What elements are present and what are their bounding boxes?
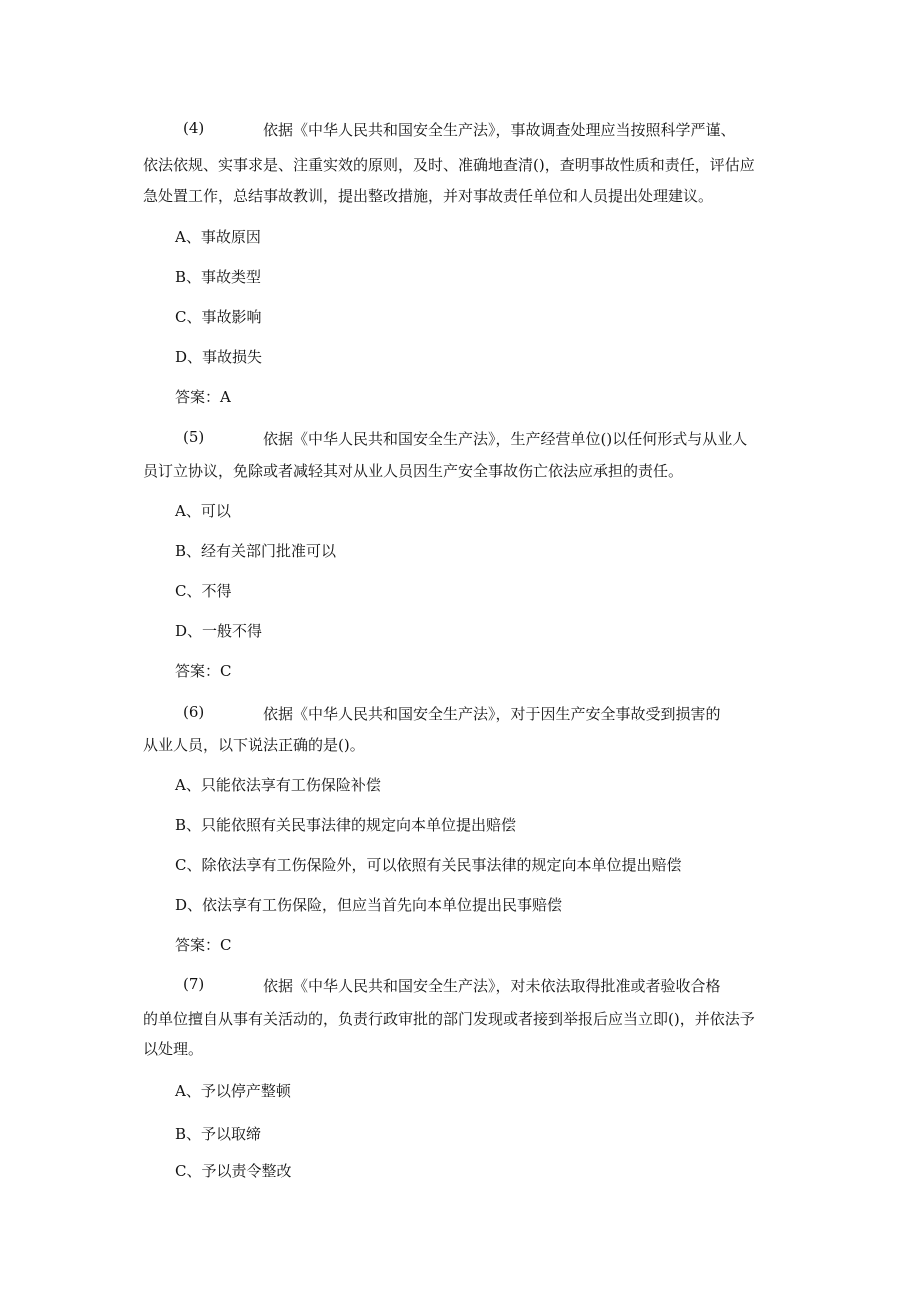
option-d: D、一般不得 (175, 622, 263, 640)
question-text-line: 员订立协议，免除或者减轻其对从业人员因生产安全事故伤亡依法应承担的责任。 (143, 462, 684, 480)
question-text: 依据《中华人民共和国安全生产法》，对于因生产安全事故受到损害的 (263, 705, 721, 723)
option-b: B、经有关部门批准可以 (175, 542, 337, 560)
option-c: C、事故影响 (175, 308, 262, 326)
question-text-line: 从业人员，以下说法正确的是()。 (143, 736, 365, 754)
option-c: C、予以责令整改 (175, 1162, 292, 1180)
question-text-line: 的单位擅自从事有关活动的，负责行政审批的部门发现或者接到举报后应当立即()，并依法予 (143, 1010, 755, 1028)
option-a: A、只能依法享有工伤保险补偿 (175, 776, 381, 794)
option-d: D、依法享有工伤保险，但应当首先向本单位提出民事赔偿 (175, 896, 563, 914)
answer: 答案：C (175, 936, 232, 954)
question-text-line: 急处置工作，总结事故教训，提出整改措施，并对事故责任单位和人员提出处理建议。 (143, 187, 714, 205)
option-d: D、事故损失 (175, 348, 263, 366)
option-b: B、事故类型 (175, 268, 262, 286)
option-c: C、除依法享有工伤保险外，可以依照有关民事法律的规定向本单位提出赔偿 (175, 856, 682, 874)
question-text: 依据《中华人民共和国安全生产法》，事故调查处理应当按照科学严谨、 (263, 121, 736, 139)
option-a: A、予以停产整顿 (175, 1082, 291, 1100)
question-text: 依据《中华人民共和国安全生产法》，对未依法取得批准或者验收合格 (263, 977, 721, 995)
question-number: (5) (183, 428, 205, 446)
question-number: (4) (183, 119, 205, 137)
question-number: (7) (183, 975, 205, 993)
question-number: (6) (183, 703, 205, 721)
question-text: 依据《中华人民共和国安全生产法》，生产经营单位()以任何形式与从业人 (263, 430, 748, 448)
option-a: A、事故原因 (175, 228, 261, 246)
question-text-line: 以处理。 (143, 1040, 204, 1058)
answer: 答案：C (175, 662, 232, 680)
option-c: C、不得 (175, 582, 232, 600)
answer: 答案：A (175, 388, 231, 406)
option-a: A、可以 (175, 502, 231, 520)
option-b: B、予以取缔 (175, 1125, 262, 1143)
question-text-line: 依法依规、实事求是、注重实效的原则，及时、准确地查清()，查明事故性质和责任，评估应 (143, 156, 755, 174)
option-b: B、只能依照有关民事法律的规定向本单位提出赔偿 (175, 816, 517, 834)
